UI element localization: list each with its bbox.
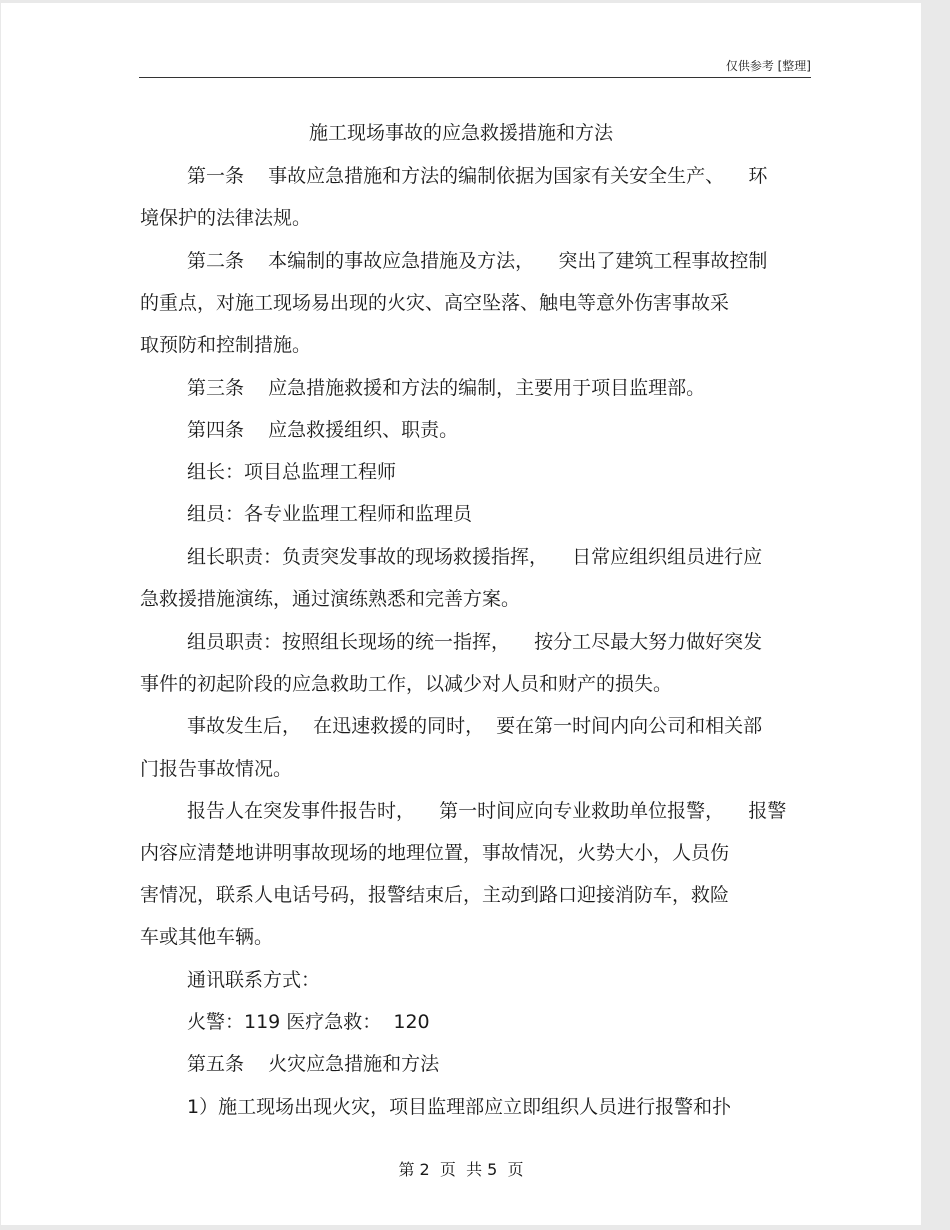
body-line: 第一条 事故应急措施和方法的编制依据为国家有关安全生产、 环	[187, 165, 768, 187]
body-line: 组长职责：负责突发事故的现场救援指挥， 日常应组织组员进行应	[187, 546, 763, 568]
body-line: 第三条 应急措施救援和方法的编制，主要用于项目监理部。	[187, 377, 706, 399]
document-title: 施工现场事故的应急救援措施和方法	[308, 122, 613, 144]
body-line: 事件的初起阶段的应急救助工作，以减少对人员和财产的损失。	[140, 673, 673, 695]
body-line: 门报告事故情况。	[140, 758, 293, 780]
document-page	[1, 3, 921, 1225]
body-line: 组长：项目总监理工程师	[187, 461, 397, 483]
body-line: 组员：各专业监理工程师和监理员	[187, 503, 473, 525]
body-line: 火警：119 医疗急救： 120	[187, 1011, 430, 1033]
body-line: 第二条 本编制的事故应急措施及方法， 突出了建筑工程事故控制	[187, 250, 768, 272]
body-line: 害情况，联系人电话号码，报警结束后，主动到路口迎接消防车，救险	[140, 884, 730, 906]
header-note: 仅供参考 [整理]	[725, 59, 811, 73]
body-line: 取预防和控制措施。	[140, 334, 312, 356]
header-rule	[139, 77, 811, 78]
body-line: 第五条 火灾应急措施和方法	[187, 1053, 440, 1075]
body-line: 的重点，对施工现场易出现的火灾、高空坠落、触电等意外伤害事故采	[140, 292, 730, 314]
body-line: 车或其他车辆。	[140, 926, 274, 948]
body-line: 内容应清楚地讲明事故现场的地理位置，事故情况，火势大小，人员伤	[140, 842, 730, 864]
page-number: 第 2 页 共 5 页	[398, 1160, 524, 1179]
body-line: 境保护的法律法规。	[140, 207, 312, 229]
body-line: 第四条 应急救援组织、职责。	[187, 419, 459, 441]
body-line: 组员职责：按照组长现场的统一指挥， 按分工尽最大努力做好突发	[187, 631, 763, 653]
body-line: 急救援措施演练，通过演练熟悉和完善方案。	[140, 588, 521, 610]
body-line: 通讯联系方式：	[187, 969, 321, 991]
body-line: 报告人在突发事件报告时， 第一时间应向专业救助单位报警， 报警	[187, 800, 787, 822]
body-line: 1）施工现场出现火灾，项目监理部应立即组织人员进行报警和扑	[187, 1096, 732, 1118]
body-line: 事故发生后， 在迅速救援的同时， 要在第一时间内向公司和相关部	[187, 715, 763, 737]
